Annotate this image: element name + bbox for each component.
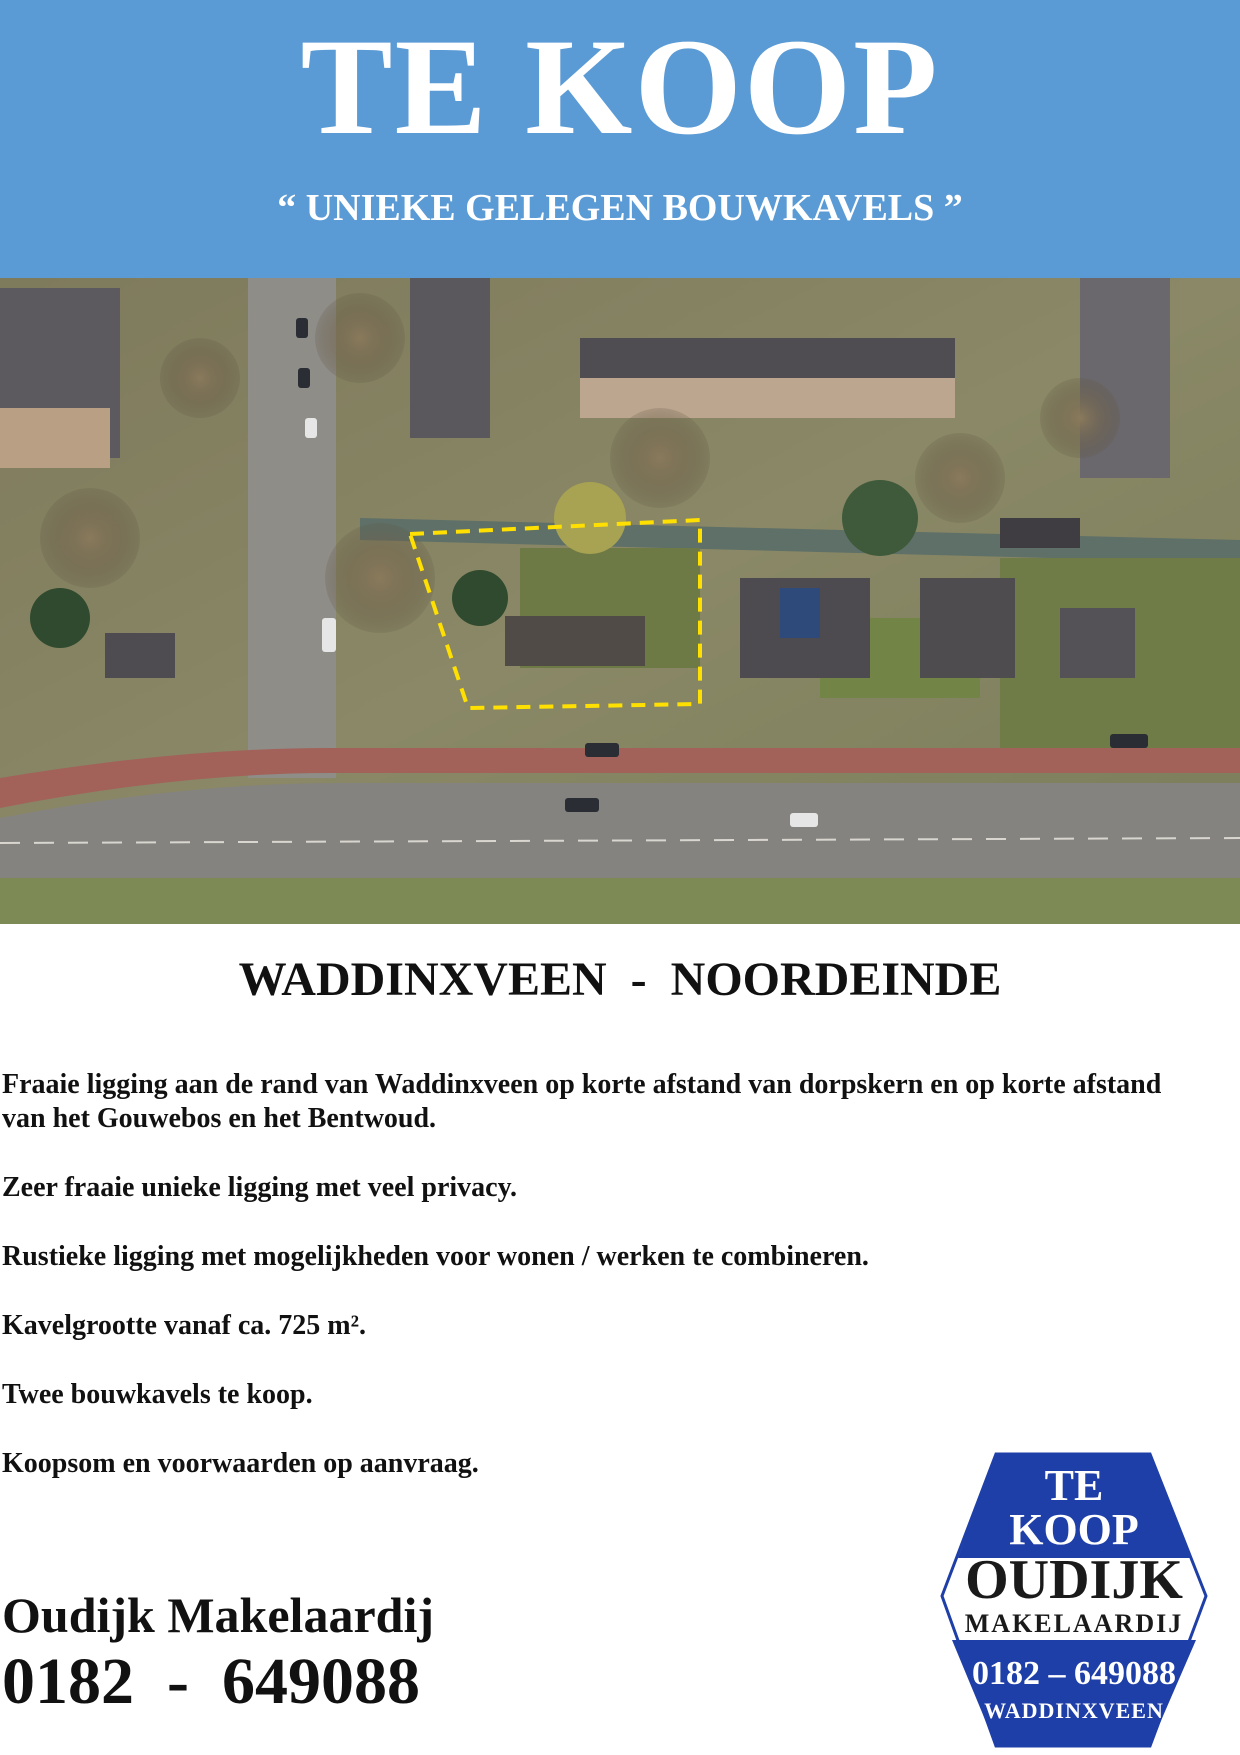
logo-line2: KOOP	[1009, 1505, 1139, 1554]
description	[2, 1068, 1202, 1481]
logo-brand: OUDIJK	[965, 1549, 1183, 1611]
description-paragraph: Koopsom en voorwaarden op aanvraag.	[2, 1448, 479, 1479]
description-paragraph: Rustieke ligging met mogelijkheden voor wonen / werken te combineren.	[2, 1241, 869, 1272]
agency-name: Oudijk Makelaardij	[2, 1587, 434, 1643]
aerial-photo	[0, 278, 1240, 924]
location-heading: WADDINXVEEN - NOORDEINDE	[238, 953, 1002, 1006]
logo-line1: TE	[1044, 1461, 1104, 1510]
header-banner	[0, 0, 1240, 278]
willow-tree	[554, 482, 626, 554]
banner-title: TE KOOP	[300, 10, 940, 163]
description-paragraph: Fraaie ligging aan de rand van Waddinxveen op korte afstand van dorpskern en op korte afstand van het Gouwebos en het Bentwoud.	[2, 1069, 1162, 1134]
logo-phone: 0182 – 649088	[972, 1655, 1176, 1692]
description-paragraph: Twee bouwkavels te koop.	[2, 1379, 313, 1410]
description-paragraph: Kavelgrootte vanaf ca. 725 m².	[2, 1310, 367, 1341]
apartment-left	[410, 278, 490, 438]
agency-logo	[938, 1450, 1210, 1750]
logo-city: WADDINXVEEN	[984, 1698, 1164, 1723]
banner-subtitle: “ UNIEKE GELEGEN BOUWKAVELS ”	[277, 187, 963, 229]
main-road	[0, 783, 1240, 878]
agency-phone: 0182 - 649088	[2, 1645, 420, 1718]
description-paragraph: Zeer fraaie unieke ligging met veel privacy.	[2, 1172, 518, 1203]
plot-house	[505, 616, 645, 666]
logo-type: MAKELAARDIJ	[964, 1609, 1184, 1638]
